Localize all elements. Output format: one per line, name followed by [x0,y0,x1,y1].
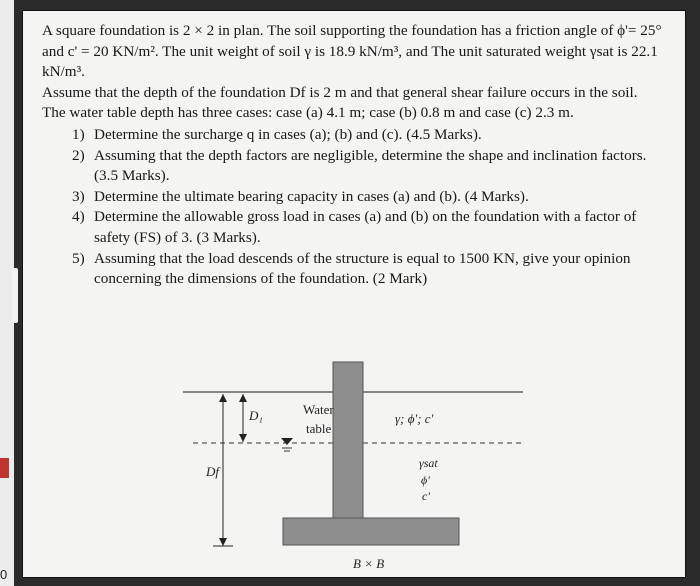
question-text: Determine the allowable gross load in cases (a) and (b) on the foundation with a factor of safety (FS) of 3. (3 Marks). [94,208,637,246]
label-soil-above: γ; ϕ'; c' [395,411,434,426]
question-number: 2) [72,146,85,164]
scroll-marker [12,268,18,323]
arrow-down-icon [239,434,247,442]
paragraph-foundation: A square foundation is 2 × 2 in plan. The soil supporting the foundation has a friction angle of ϕ'= 25° and c' = 20 KN/m². The unit weight of soil γ is 18.9 kN/m³, and The unit saturated weight γsat is 22.1 kN/m³. [42,22,662,81]
footing-base [283,518,459,545]
label-df: Df [206,464,219,479]
label-phi: ϕ' [421,473,430,487]
label-bxb: B × B [353,556,385,571]
arrow-down-icon [219,538,227,546]
question-text: Assuming that the depth factors are negligible, determine the shape and inclination factors. (3.5 Marks). [94,146,647,185]
paragraph-depth: Assume that the depth of the foundation Df is 2 m and that general shear failure occurs in the soil. [42,83,638,101]
question-number: 1) [72,125,85,143]
question-list [72,125,672,290]
question-item [72,146,672,187]
question-text: Determine the surcharge q in cases (a); (b) and (c). (4.5 Marks). [94,125,482,143]
label-d1: D₁ [249,408,263,423]
question-item [72,125,672,146]
question-item [72,187,672,208]
corner-number: 0 [0,567,8,582]
question-item [72,249,672,290]
paragraph-water-table: The water table depth has three cases: case (a) 4.1 m; case (b) 0.8 m and case (c) 2.3 m. [42,104,574,122]
red-tab-marker [0,458,9,478]
question-sheet [22,10,686,578]
label-table: table [306,421,332,436]
question-number: 5) [72,249,85,267]
question-text: Assuming that the load descends of the structure is equal to 1500 KN, give your opinion concerning the dimensions of the foundation. (2 Mark) [94,249,631,288]
arrow-up-icon [219,394,227,402]
foundation-diagram [173,356,533,576]
label-c: c' [422,489,430,503]
label-water: Water [303,402,334,417]
column-stem [333,362,363,518]
water-table-marker-icon [281,438,293,445]
question-number: 3) [72,187,85,205]
question-item [72,207,672,248]
question-number: 4) [72,208,85,226]
arrow-up-icon [239,394,247,402]
foundation-svg [173,356,533,576]
label-gamma-sat: γsat [419,456,438,470]
problem-text [42,21,672,290]
question-text: Determine the ultimate bearing capacity in cases (a) and (b). (4 Marks). [94,187,529,205]
